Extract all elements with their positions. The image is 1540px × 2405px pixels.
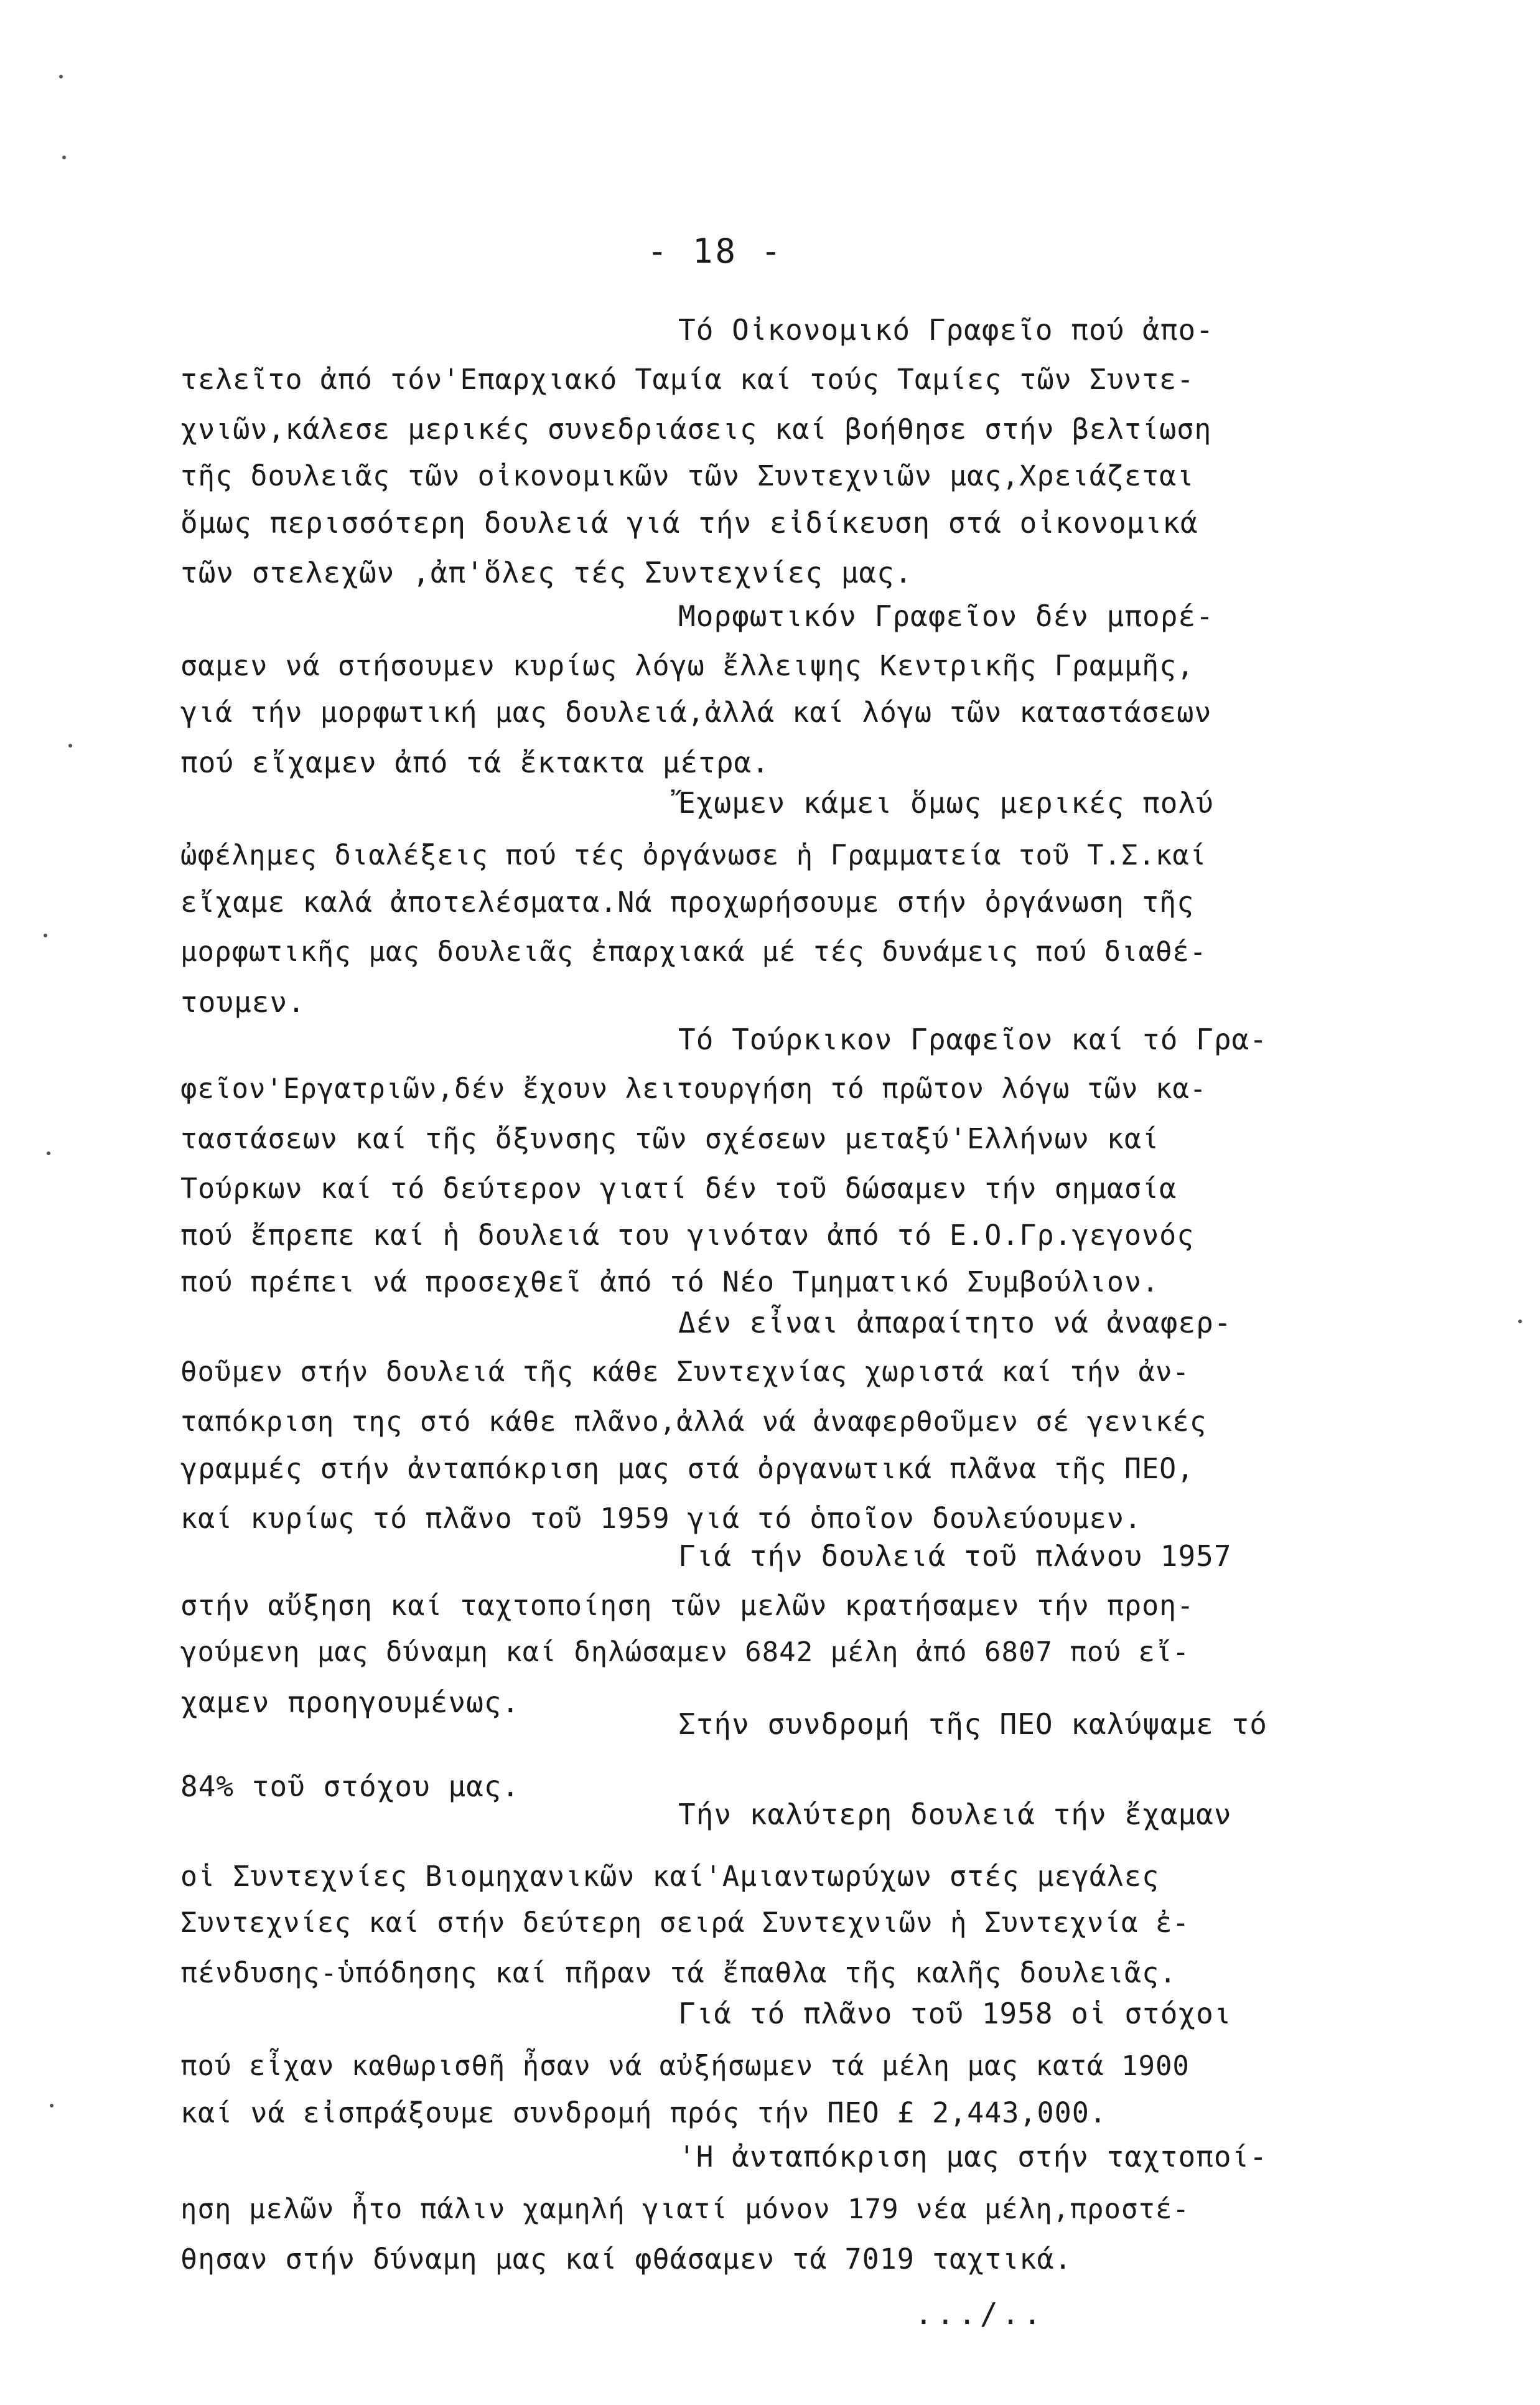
text-line-27: Γιά τήν δουλειά τοῦ πλάνου 1957 xyxy=(678,1539,1232,1573)
text-line-40: 'Η ἀνταπόκριση μας στήν ταχτοποί- xyxy=(678,2140,1267,2173)
text-line-19: Τούρκων καί τό δεύτερον γιατί δέν τοῦ δώσαμεν τήν σημασία xyxy=(180,1172,1177,1205)
text-line-34: οἱ Συντεχνίες Βιομηχανικῶν καί'Αμιαντωρύχων στές μεγάλες xyxy=(180,1860,1160,1893)
text-line-1: Τό Οἰκονομικό Γραφεῖο πού ἀπο- xyxy=(678,313,1214,347)
text-line-18: ταστάσεων καί τῆς ὄξυνσης τῶν σχέσεων μεταξύ'Ελλήνων καί xyxy=(180,1122,1160,1155)
scan-speck xyxy=(47,1151,50,1155)
text-line-4: τῆς δουλειᾶς τῶν οἰκονομικῶν τῶν Συντεχνιῶν μας,Χρειάζεται xyxy=(180,459,1195,492)
scan-speck xyxy=(62,156,66,159)
scan-speck xyxy=(68,744,72,748)
text-line-29: γούμενη μας δύναμη καί δηλώσαμεν 6842 μέλη ἀπό 6807 πού εἴ- xyxy=(180,1636,1190,1668)
text-line-21: πού πρέπει νά προσεχθεῖ ἀπό τό Νέο Τμηματικό Συμβούλιον. xyxy=(180,1265,1160,1298)
text-line-42: θησαν στήν δύναμη μας καί φθάσαμεν τά 7019 ταχτικά. xyxy=(180,2243,1072,2276)
text-line-28: στήν αὔξηση καί ταχτοποίηση τῶν μελῶν κρατήσαμεν τήν προη- xyxy=(180,1589,1195,1622)
continuation-mark: .../.. xyxy=(915,2297,1045,2332)
scan-speck xyxy=(50,2104,54,2107)
text-line-3: χνιῶν,κάλεσε μερικές συνεδριάσεις καί βοήθησε στήν βελτίωση xyxy=(180,413,1212,446)
text-line-8: σαμεν νά στήσουμεν κυρίως λόγω ἔλλειψης Κεντρικῆς Γραμμῆς, xyxy=(180,649,1195,682)
text-line-9: γιά τήν μορφωτική μας δουλειά,ἀλλά καί λόγω τῶν καταστάσεων xyxy=(180,696,1212,729)
text-line-16: Τό Τούρκικον Γραφεῖον καί τό Γρα- xyxy=(678,1023,1267,1056)
text-line-30: χαμεν προηγουμένως. xyxy=(180,1685,520,1719)
text-line-15: τουμεν. xyxy=(180,985,306,1019)
text-line-20: πού ἔπρεπε καί ἡ δουλειά του γινόταν ἀπό τό Ε.Ο.Γρ.γεγονός xyxy=(180,1219,1195,1252)
text-line-24: ταπόκριση της στό κάθε πλᾶνο,ἀλλά νά ἀναφερθοῦμεν σέ γενικές xyxy=(180,1406,1207,1438)
scan-speck xyxy=(44,934,47,937)
text-line-2: τελεῖτο ἀπό τόν'Επαρχιακό Ταμία καί τούς Ταμίες τῶν Συντε- xyxy=(180,363,1195,396)
text-line-5: ὅμως περισσότερη δουλειά γιά τήν εἰδίκευση στά οἰκονομικά xyxy=(180,506,1198,540)
text-line-38: πού εἶχαν καθωρισθῆ ἦσαν νά αὐξήσωμεν τά μέλη μας κατά 1900 xyxy=(180,2050,1190,2082)
text-line-31: Στήν συνδρομή τῆς ΠΕΟ καλύψαμε τό xyxy=(678,1707,1267,1741)
text-line-23: θοῦμεν στήν δουλειά τῆς κάθε Συντεχνίας χωριστά καί τήν ἀν- xyxy=(180,1356,1190,1388)
scan-speck xyxy=(59,75,63,78)
text-line-14: μορφωτικῆς μας δουλειᾶς ἐπαρχιακά μέ τές δυνάμεις πού διαθέ- xyxy=(180,936,1207,968)
text-line-39: καί νά εἰσπράξουμε συνδρομή πρός τήν ΠΕΟ £ 2,443,000. xyxy=(180,2096,1107,2129)
text-line-7: Μορφωτικόν Γραφεῖον δέν μπορέ- xyxy=(678,599,1214,633)
page-number: - 18 - xyxy=(647,232,784,271)
text-line-13: εἴχαμε καλά ἀποτελέσματα.Νά προχωρήσουμε στήν ὀργάνωση τῆς xyxy=(180,886,1195,919)
text-line-25: γραμμές στήν ἀνταπόκριση μας στά ὀργανωτικά πλᾶνα τῆς ΠΕΟ, xyxy=(180,1452,1195,1485)
text-line-12: ὠφέλημες διαλέξεις πού τές ὀργάνωσε ἡ Γραμματεία τοῦ Τ.Σ.καί xyxy=(180,840,1207,871)
text-line-33: Τήν καλύτερη δουλειά τήν ἔχαμαν xyxy=(678,1798,1232,1831)
text-line-11: Ἔχωμεν κάμει ὅμως μερικές πολύ xyxy=(678,786,1214,820)
text-line-17: φεῖον'Εργατριῶν,δέν ἔχουν λειτουργήση τό πρῶτον λόγω τῶν κα- xyxy=(180,1073,1207,1105)
text-line-35: Συντεχνίες καί στήν δεύτερη σειρά Συντεχνιῶν ἡ Συντεχνία ἐ- xyxy=(180,1907,1190,1939)
text-line-10: πού εἴχαμεν ἀπό τά ἔκτακτα μέτρα. xyxy=(180,746,770,779)
scan-speck xyxy=(1518,1320,1522,1323)
text-line-36: πένδυσης-ὑπόδησης καί πῆραν τά ἔπαθλα τῆς καλῆς δουλειᾶς. xyxy=(180,1956,1177,1989)
text-line-6: τῶν στελεχῶν ,ἀπ'ὅλες τές Συντεχνίες μας. xyxy=(180,556,913,589)
text-line-41: ηση μελῶν ἦτο πάλιν χαμηλή γιατί μόνον 179 νέα μέλη,προστέ- xyxy=(180,2193,1190,2225)
text-line-37: Γιά τό πλᾶνο τοῦ 1958 οἱ στόχοι xyxy=(678,1997,1232,2030)
text-line-22: Δέν εἶναι ἀπαραίτητο νά ἀναφερ- xyxy=(678,1306,1232,1339)
text-line-32: 84% τοῦ στόχου μας. xyxy=(180,1770,520,1803)
text-line-26: καί κυρίως τό πλᾶνο τοῦ 1959 γιά τό ὁποῖον δουλεύουμεν. xyxy=(180,1502,1142,1535)
